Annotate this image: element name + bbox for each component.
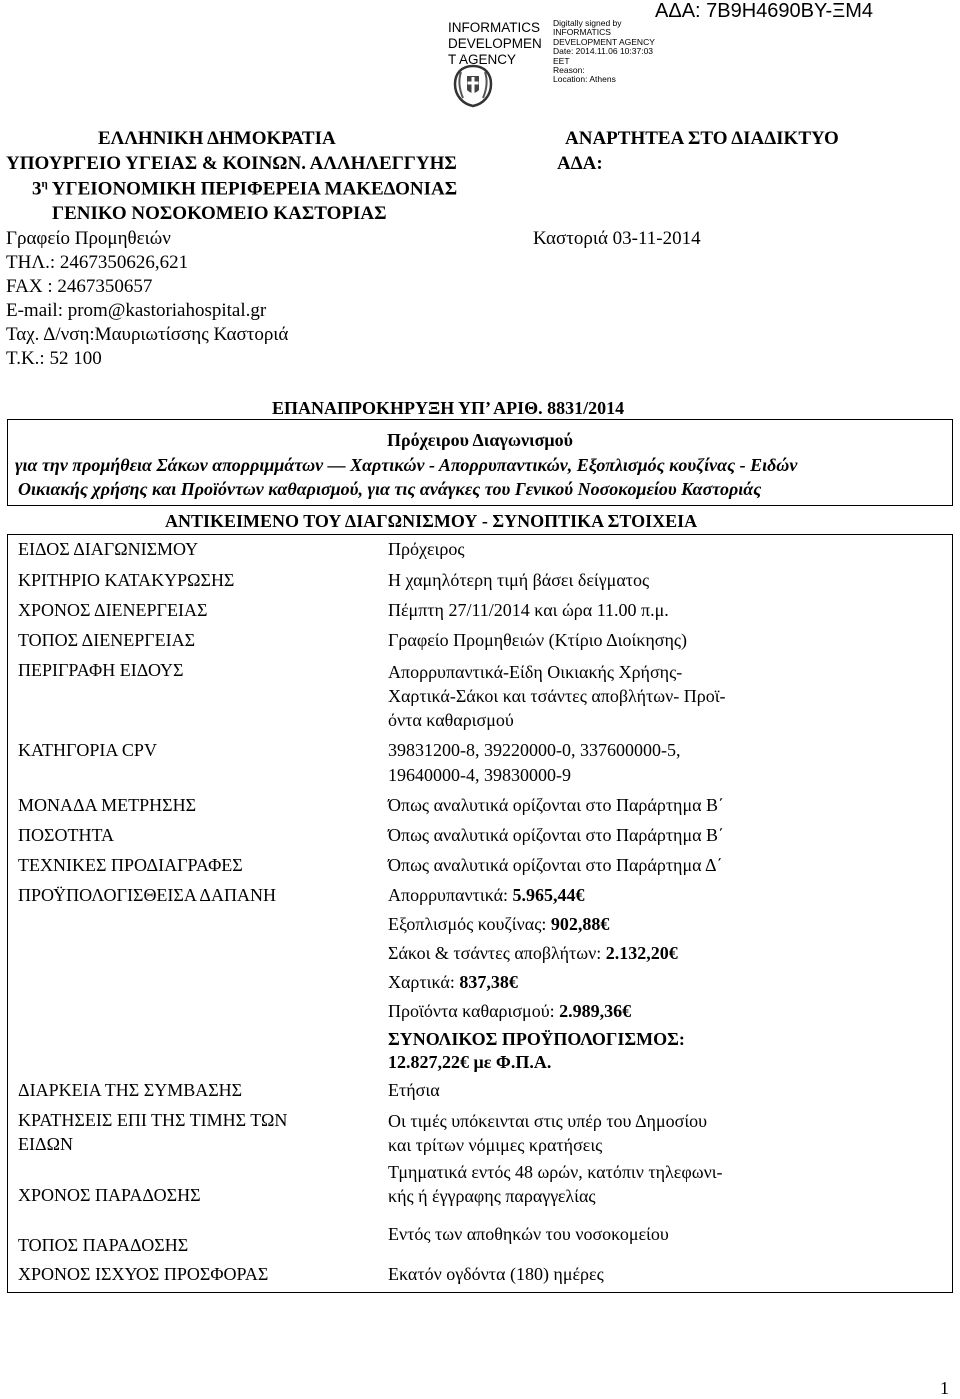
signature-detail: Reason: (553, 65, 585, 76)
row-value-line: 19640000-4, 39830000-9 (388, 765, 571, 785)
budget-item: Χαρτικά: (388, 972, 460, 992)
budget-line (388, 972, 518, 993)
row-label: ΤΟΠΟΣ ΠΑΡΑΔΟΣΗΣ (18, 1235, 189, 1255)
row-label: ΚΑΤΗΓΟΡΙΑ CPV (18, 740, 157, 760)
budget-total-label: ΣΥΝΟΛΙΚΟΣ ΠΡΟΫΠΟΛΟΓΙΣΜΟΣ: (388, 1029, 685, 1049)
budget-amount: 5.965,44€ (512, 885, 585, 905)
sender-region (32, 178, 457, 200)
notice-number: ΕΠΑΝΑΠΡΟΚΗΡΥΞΗ ΥΠ’ ΑΡΙΘ. 8831/2014 (272, 398, 625, 418)
row-label: ΚΡΙΤΗΡΙΟ ΚΑΤΑΚΥΡΩΣΗΣ (18, 570, 235, 590)
row-value: Πέμπτη 27/11/2014 και ώρα 11.00 π.μ. (388, 600, 669, 620)
row-label: ΧΡΟΝΟΣ ΙΣΧΥΟΣ ΠΡΟΣΦΟΡΑΣ (18, 1264, 269, 1284)
signature-agency-line: T AGENCY (448, 52, 517, 67)
signature-agency (448, 20, 542, 68)
region-text: ΥΓΕΙΟΝΟΜΙΚΗ ΠΕΡΙΦΕΡΕΙΑ ΜΑΚΕΔΟΝΙΑΣ (47, 178, 458, 200)
row-label: ΜΟΝΑΔΑ ΜΕΤΡΗΣΗΣ (18, 795, 197, 815)
sender-republic: ΕΛΛΗΝΙΚΗ ΔΗΜΟΚΡΑΤΙΑ (98, 128, 336, 149)
row-label: ΧΡΟΝΟΣ ΠΑΡΑΔΟΣΗΣ (18, 1185, 201, 1205)
budget-total-amount: 12.827,22€ με Φ.Π.Α. (388, 1052, 552, 1072)
budget-amount: 2.989,36€ (559, 1001, 632, 1021)
sender-hospital: ΓΕΝΙΚΟ ΝΟΣΟΚΟΜΕΙΟ ΚΑΣΤΟΡΙΑΣ (52, 203, 387, 224)
row-label: ΤΟΠΟΣ ΔΙΕΝΕΡΓΕΙΑΣ (18, 630, 196, 650)
signature-detail: DEVELOPMENT AGENCY (553, 36, 655, 47)
region-number: 3 (32, 178, 42, 200)
budget-item: Σάκοι & τσάντες αποβλήτων: (388, 943, 606, 963)
page-number: 1 (940, 1378, 949, 1398)
row-label: ΠΟΣΟΤΗΤΑ (18, 825, 115, 845)
budget-item: Εξοπλισμός κουζίνας: (388, 914, 551, 934)
postal-code-line: Τ.Κ.: 52 100 (6, 348, 102, 369)
address-line: Ταχ. Δ/νση:Μαυριωτίσσης Καστοριά (6, 324, 289, 345)
budget-line (388, 914, 609, 935)
signature-detail: INFORMATICS (553, 27, 611, 38)
budget-item: Προϊόντα καθαρισμού: (388, 1001, 560, 1021)
row-value-line: 39831200-8, 39220000-0, 337600000-5, (388, 740, 681, 760)
signature-detail: Digitally signed by (553, 18, 622, 28)
row-label: ΠΡΟΫΠΟΛΟΓΙΣΘΕΙΣΑ ΔΑΠΑΝΗ (18, 885, 276, 905)
row-label: ΠΕΡΙΓΡΑΦΗ ΕΙΔΟΥΣ (18, 660, 184, 680)
email-line: E-mail: prom@kastoriahospital.gr (6, 300, 267, 321)
sender-ministry: ΥΠΟΥΡΓΕΙΟ ΥΓΕΙΑΣ & ΚΟΙΝΩΝ. ΑΛΛΗΛΕΓΓΥΗΣ (6, 153, 457, 174)
budget-amount: 2.132,20€ (605, 943, 678, 963)
coat-of-arms-emblem (451, 64, 495, 108)
row-value-line: κής ή έγγραφης παραγγελίας (388, 1186, 596, 1206)
row-value: Η χαμηλότερη τιμή βάσει δείγματος (388, 570, 650, 590)
budget-line (388, 885, 585, 906)
budget-line (388, 1001, 631, 1022)
budget-line (388, 943, 678, 964)
region-superscript: η (41, 178, 48, 190)
fax-line: FAX : 2467350657 (6, 276, 153, 297)
budget-amount: 902,88€ (550, 914, 610, 934)
row-label-line: ΚΡΑΤΗΣΕΙΣ ΕΠΙ ΤΗΣ ΤΙΜΗΣ ΤΩΝ (18, 1110, 288, 1130)
row-value: Όπως αναλυτικά ορίζονται στο Παράρτημα Β΄ (388, 825, 725, 845)
posting-ada-label: ΑΔΑ: (557, 153, 603, 174)
row-label-line: ΕΙΔΩΝ (18, 1134, 73, 1154)
row-label: ΕΙΔΟΣ ΔΙΑΓΩΝΙΣΜΟΥ (18, 539, 199, 559)
row-value-line: Χαρτικά-Σάκοι και τσάντες αποβλήτων- Προϊ- (388, 686, 726, 706)
row-label: ΧΡΟΝΟΣ ΔΙΕΝΕΡΓΕΙΑΣ (18, 600, 208, 620)
office-name: Γραφείο Προμηθειών (6, 228, 171, 249)
place-date: Καστοριά 03-11-2014 (533, 228, 701, 249)
budget-item: Απορρυπαντικά: (388, 885, 513, 905)
row-value: Εντός των αποθηκών του νοσοκομείου (388, 1224, 669, 1244)
notice-subject-line2: Οικιακής χρήσης και Προϊόντων καθαρισμού, για τις ανάγκες του Γενικού Νοσοκομείου Καστοριάς (18, 479, 762, 499)
notice-type: Πρόχειρου Διαγωνισμού (387, 430, 573, 450)
signature-agency-line: INFORMATICS (448, 20, 540, 35)
signature-detail: Date: 2014.11.06 10:37:03 (553, 46, 654, 57)
row-value: Ετήσια (388, 1080, 440, 1100)
posting-title: ΑΝΑΡΤΗΤΕΑ ΣΤΟ ΔΙΑΔΙΚΤΥΟ (565, 128, 839, 149)
signature-details (553, 19, 655, 85)
row-value-line: Απορρυπαντικά-Είδη Οικιακής Χρήσης- (388, 662, 683, 682)
row-value: Εκατόν ογδόντα (180) ημέρες (388, 1264, 604, 1284)
row-label: ΔΙΑΡΚΕΙΑ ΤΗΣ ΣΥΜΒΑΣΗΣ (18, 1080, 243, 1100)
signature-detail: Location: Athens (553, 74, 616, 85)
row-value: Γραφείο Προμηθειών (Κτίριο Διοίκησης) (388, 630, 688, 650)
signature-agency-line: DEVELOPMEN (448, 36, 542, 51)
phone-line: ΤΗΛ.: 2467350626,621 (6, 252, 189, 273)
row-value-line: και τρίτων νόμιμες κρατήσεις (388, 1135, 603, 1155)
row-value: Πρόχειρος (388, 539, 465, 559)
signature-detail: EET (553, 55, 570, 66)
ada-header: ΑΔΑ: 7Β9Η4690ΒΥ-ΞΜ4 (655, 0, 873, 22)
row-value-line: όντα καθαρισμού (388, 710, 514, 730)
row-value: Όπως αναλυτικά ορίζονται στο Παράρτημα Β΄ (388, 795, 725, 815)
budget-amount: 837,38€ (459, 972, 518, 992)
notice-subject-line1: για την προμήθεια Σάκων απορριμμάτων — Χαρτικών - Απορρυπαντικών, Εξοπλισμός κουζίνας - Ειδών (15, 455, 798, 475)
row-value: Όπως αναλυτικά ορίζονται στο Παράρτημα Δ΄ (388, 855, 723, 875)
row-value-line: Οι τιμές υπόκεινται στις υπέρ του Δημοσίου (388, 1111, 708, 1131)
summary-title: ΑΝΤΙΚΕΙΜΕΝΟ ΤΟΥ ΔΙΑΓΩΝΙΣΜΟΥ - ΣΥΝΟΠΤΙΚΑ ΣΤΟΙΧΕΙΑ (165, 511, 698, 531)
row-value-line: Τμηματικά εντός 48 ωρών, κατόπιν τηλεφωνι- (388, 1162, 723, 1182)
row-label: ΤΕΧΝΙΚΕΣ ΠΡΟΔΙΑΓΡΑΦΕΣ (18, 855, 243, 875)
